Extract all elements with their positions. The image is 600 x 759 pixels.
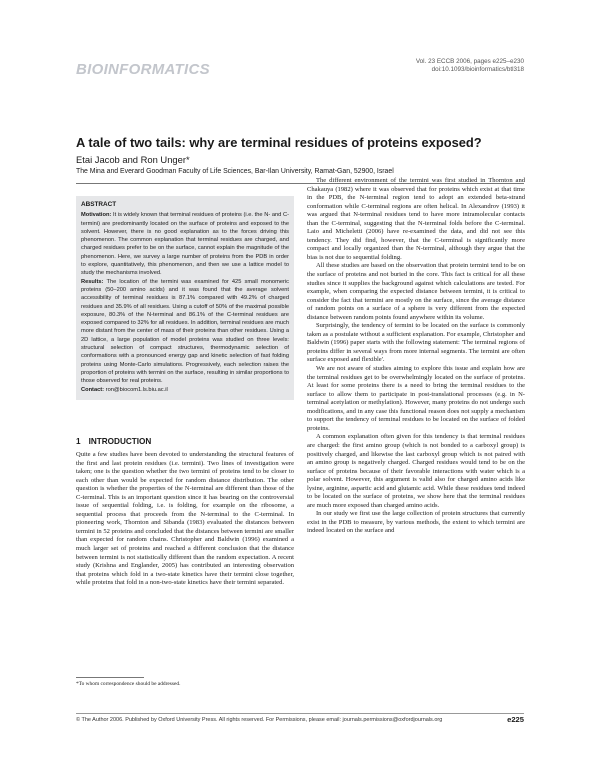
- abstract-heading: ABSTRACT: [81, 201, 117, 208]
- article-authors: Etai Jacob and Ron Unger*: [76, 154, 190, 165]
- copyright-notice: © The Author 2006. Published by Oxford University Press. All rights reserved. For Permissions, please email: journals.permissions@oxfordjournals.org: [76, 717, 443, 723]
- results-label: Results:: [81, 278, 104, 285]
- correspondence-footnote: *To whom correspondence should be addressed.: [76, 681, 181, 687]
- journal-name: BIOINFORMATICS: [76, 61, 210, 78]
- section-title: INTRODUCTION: [88, 437, 152, 446]
- section-number: 1: [76, 437, 81, 446]
- body-paragraph: Surprisingly, the tendency of termini to be located on the surface is commonly taken as a postulate without a sufficient explanation. For example, Christopher and Baldwin (1996) paper starts with the following statement: 'The terminal regions of proteins differ in several ways from more internal segments. The termini are often surface exposed and flexible'.: [307, 322, 525, 364]
- motivation-label: Motivation:: [81, 212, 112, 219]
- abstract-motivation: [81, 211, 289, 277]
- abstract-box: [76, 196, 294, 400]
- volume-line: Vol. 23 ECCB 2006, pages e225–e230: [415, 58, 524, 65]
- contact-label: Contact:: [81, 386, 105, 393]
- page-number: e225: [507, 715, 524, 724]
- left-column-body: [76, 451, 294, 588]
- motivation-text: It is widely known that terminal residues of proteins (i.e. the N- and C-termini) are predominantly located on the surface of proteins and exposed to the solvent. However, there is no good explanation as to the forces driving this phenomenon. The common explanation that terminal residues are charged, and charged residues prefer to be on the surface, cannot explain the magnitude of the phenomenon. Here, we survey a large number of proteins from the PDB in order to explore, quantitatively, this phenomenon, and then we use a lattice model to study the mechanisms involved.: [81, 212, 289, 277]
- author-affiliation: The Mina and Everard Goodman Faculty of Life Sciences, Bar-Ilan University, Ramat-Gan, 52900, Israel: [76, 168, 394, 175]
- body-paragraph: A common explanation often given for this tendency is that terminal residues are charged: the first amino group (which is not bonded to a carboxyl group) is positively charged, and likewise the last carboxyl group which is not paired with an amino group is negatively charged. Charged residues would tend to be on the surface of proteins because of their favorable interactions with water which is a polar solvent. However, this argument is valid also for charged amino acids like lysine, arginine, aspartic acid and glutamic acid. While these residues tend indeed to be located on the surface of proteins, we show here that the terminal residues are much more exposed than charged amino acids.: [307, 433, 525, 509]
- body-paragraph: In our study we first use the large collection of protein structures that currently exist in the PDB to measure, by various methods, the extent to which termini are indeed located on the surface and: [307, 510, 525, 535]
- article-title: A tale of two tails: why are terminal residues of proteins exposed?: [76, 135, 482, 150]
- results-text: The location of the termini was examined for 425 small monomeric proteins (50–200 amino acids) and it was found that the average solvent accessibility of terminal residues is 87.1% compared with 49.2% of charged residues and 35.9% of all residues. Using a cutoff of 50% of the maximal possible exposure, 80.3% of the N-terminal and 86.1% of the C-terminal residues are exposed compared to 32% for all residues. In addition, terminal residues are much more distant from the center of mass of their proteins than other residues. Using a 2D lattice, a large population of model proteins was studied on three levels: structural selection of compact structures, thermodynamic selection of conformations with a pronounced energy gap and kinetic selection of fast folding proteins using Monte-Carlo simulations. Progressively, each selection raises the proportion of proteins with termini on the surface, resulting in similar proportions to those observed for real proteins.: [81, 278, 289, 385]
- contact-email[interactable]: ron@biocom1.ls.biu.ac.il: [105, 386, 168, 393]
- footnote-divider: [76, 677, 144, 678]
- body-paragraph: Quite a few studies have been devoted to understanding the structural features of the first and last protein residues (i.e. termini). Two lines of investigation were taken; one is the question whether the two termini of proteins tend to be closer to each other than would be expected for random distance distribution. The other question is whether the properties of the N-terminal are different than those of the C-terminal. This is an important question since it has bearing on the controversial issue of sequential folding, i.e. is folding, for example on the ribosome, a sequential process that proceeds from the N-terminal to the C-terminal. In pioneering work, Thornton and Sibanda (1983) evaluated the distances between termini in 52 proteins and concluded that the distances between termini are smaller than expected for random chains. Christopher and Baldwin (1996) examined a much larger set of proteins and reached a different conclusion that the distance between termini is not statistically different than the random expectation. A recent study (Krishna and Englander, 2005) has contributed an interesting observation that proteins which fold in a two-state kinetics have their termini close together, while proteins that fold in a non-two-state kinetics have their termini separated.: [76, 451, 294, 587]
- body-paragraph: All these studies are based on the observation that protein termini tend to be on the surface of proteins and not buried in the core. This fact is critical for all these studies since it supplies the background against which calculations are tested. For example, when comparing the expected distance between termini, it is critical to consider the fact that termini are mostly on the surface, since the average distance of random points on a surface of a sphere is very different from the expected distance between random points found anywhere within its volume.: [307, 262, 525, 321]
- abstract-results: [81, 278, 289, 386]
- abstract-contact: [81, 386, 289, 394]
- right-column-body: [307, 177, 525, 536]
- body-paragraph: The different environment of the termini was first studied in Thornton and Chakauya (1982) where it was observed that for proteins which exist at that time in the PDB, the N-terminal region tend to adopt an extended beta-strand conformation while C-terminal regions are often helical. In Alexandrov (1993) it was argued that N-terminal residues tend to have more intramolecular contacts than the C-terminal, suggesting that the N-terminal folds before the C-terminal. Laio and Micheletti (2006) have re-examined the data, and did not see this tendency. They did find, however, that the C-terminal is significantly more compact and locally organized than the N-terminal, although they argue that the bias is not due to sequential folding.: [307, 177, 525, 261]
- article-metadata: [416, 58, 524, 75]
- doi-line[interactable]: doi:10.1093/bioinformatics/btl318: [431, 66, 524, 74]
- section-heading: [76, 437, 151, 446]
- footer-divider: [76, 713, 524, 714]
- body-paragraph: We are not aware of studies aiming to explore this issue and explain how are the terminal residues get to be overwhelmingly located on the surface of proteins. At least for some proteins there is a need to bring the terminal residues to the surface to allow them to participate in post-translational processes (e.g. in N-terminal acetylation or methylation). However, many proteins do not undergo such modifications, and in any case this functional reason does not supply a mechanism to support the tendency of terminal residues to be located on the surface of folded proteins.: [307, 365, 525, 432]
